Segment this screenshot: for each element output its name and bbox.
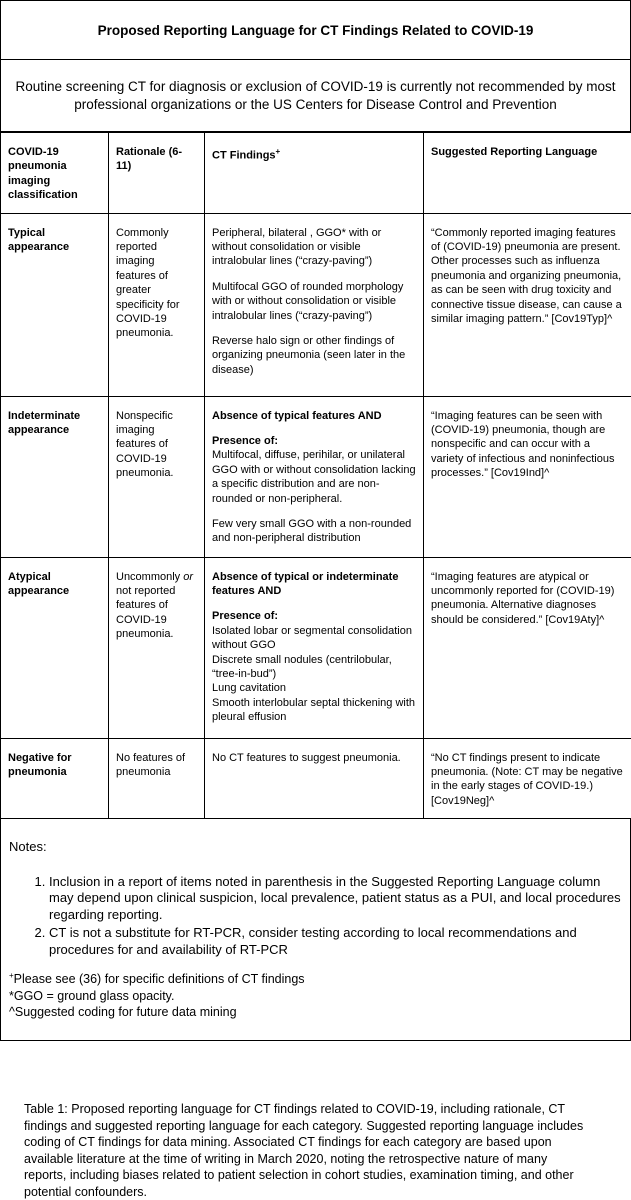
- footnote-ggo: *GGO = ground glass opacity.: [9, 988, 175, 1003]
- table-row-typical: [1, 213, 631, 396]
- findings-cell: Absence of typical features AND Presence of: Multifocal, diffuse, perihilar, or unilateral GGO with or without consolidation lacking a specific distribution and are non-rounded or non-peripheral. Few very small GGO with a non-rounded and non-peripheral distribution: [205, 396, 424, 557]
- rationale-cell: Uncommonly or not reported features of COVID-19 pneumonia.: [109, 557, 205, 738]
- classification-cell: Typical appearance: [1, 213, 109, 396]
- intro-text: Routine screening CT for diagnosis or exclusion of COVID-19 is currently not recommended by most professional organizations or the US Centers for Disease Control and Prevention: [15, 78, 616, 112]
- rationale-cell: Nonspecific imaging features of COVID-19 pneumonia.: [109, 396, 205, 557]
- findings-cell: Peripheral, bilateral , GGO* with or without consolidation or visible intralobular lines (“crazy-paving”) Multifocal GGO of rounded morphology with or without consolidation or visible intralobular lines (“crazy-paving”) Reverse halo sign or other findings of organizing pneumonia (seen later in the disease): [205, 213, 424, 396]
- table-row-indeterminate: [1, 396, 631, 557]
- classification-cell: Atypical appearance: [1, 557, 109, 738]
- footnote-definitions: +Please see (36) for specific definitions of CT findings: [9, 971, 305, 987]
- list-item: 2. CT is not a substitute for RT-PCR, consider testing according to local recommendations and procedures for and availability of RT-PCR: [49, 925, 622, 958]
- header-findings: CT Findings+: [205, 133, 424, 214]
- table-row-atypical: [1, 557, 631, 738]
- title-text: Proposed Reporting Language for CT Findings Related to COVID-19: [97, 22, 534, 38]
- classification-cell: Indeterminate appearance: [1, 396, 109, 557]
- notes-heading: Notes:: [9, 839, 47, 855]
- rationale-cell: No features of pneumonia: [109, 738, 205, 819]
- table-title: [0, 0, 631, 60]
- table-caption: Table 1: Proposed reporting language for CT findings related to COVID-19, including rationale, CT findings and suggested reporting language for each category. Suggested reporting language includes coding of CT findings for data mining. Associated CT findings for each category are based upon available literature at the time of writing in March 2020, noting the retrospective nature of many reports, including biases related to patient selection in cohort studies, examination timing, and other potential confounders.: [24, 1102, 584, 1199]
- findings-cell: Absence of typical or indeterminate features AND Presence of: Isolated lobar or segmental consolidation without GGO Discrete small nodules (centrilobular, “tree-in-bud”) Lung cavitation Smooth interlobular septal thickening with pleural effusion: [205, 557, 424, 738]
- notes-list: [9, 874, 622, 959]
- reporting-table: [0, 132, 631, 819]
- language-cell: “Imaging features are atypical or uncommonly reported for (COVID-19) pneumonia. Alternative diagnoses should be considered.” [Cov19Aty]^: [424, 557, 631, 738]
- language-cell: “Imaging features can be seen with (COVID-19) pneumonia, though are nonspecific and can occur with a variety of infectious and noninfectious processes.” [Cov19Ind]^: [424, 396, 631, 557]
- footnote-coding: ^Suggested coding for future data mining: [9, 1005, 237, 1020]
- header-row: [1, 133, 631, 214]
- header-language: Suggested Reporting Language: [424, 133, 631, 214]
- language-cell: “No CT findings present to indicate pneumonia. (Note: CT may be negative in the early stages of COVID-19.) [Cov19Neg]^: [424, 738, 631, 819]
- classification-cell: Negative for pneumonia: [1, 738, 109, 819]
- list-item: 1. Inclusion in a report of items noted in parenthesis in the Suggested Reporting Language column may depend upon clinical suspicion, local prevalence, patient status as a PUI, and local procedures regarding reporting.: [49, 874, 622, 924]
- header-classification: COVID-19 pneumonia imaging classification: [1, 133, 109, 214]
- header-rationale: Rationale (6-11): [109, 133, 205, 214]
- findings-cell: No CT features to suggest pneumonia.: [205, 738, 424, 819]
- intro-note: [0, 60, 631, 132]
- language-cell: “Commonly reported imaging features of (COVID-19) pneumonia are present. Other processes such as influenza pneumonia and organizing pneumonia, as can be seen with drug toxicity and connective tissue disease, can cause a similar imaging pattern.” [Cov19Typ]^: [424, 213, 631, 396]
- notes-section: [0, 819, 631, 1041]
- rationale-cell: Commonly reported imaging features of greater specificity for COVID-19 pneumonia.: [109, 213, 205, 396]
- table-row-negative: [1, 738, 631, 819]
